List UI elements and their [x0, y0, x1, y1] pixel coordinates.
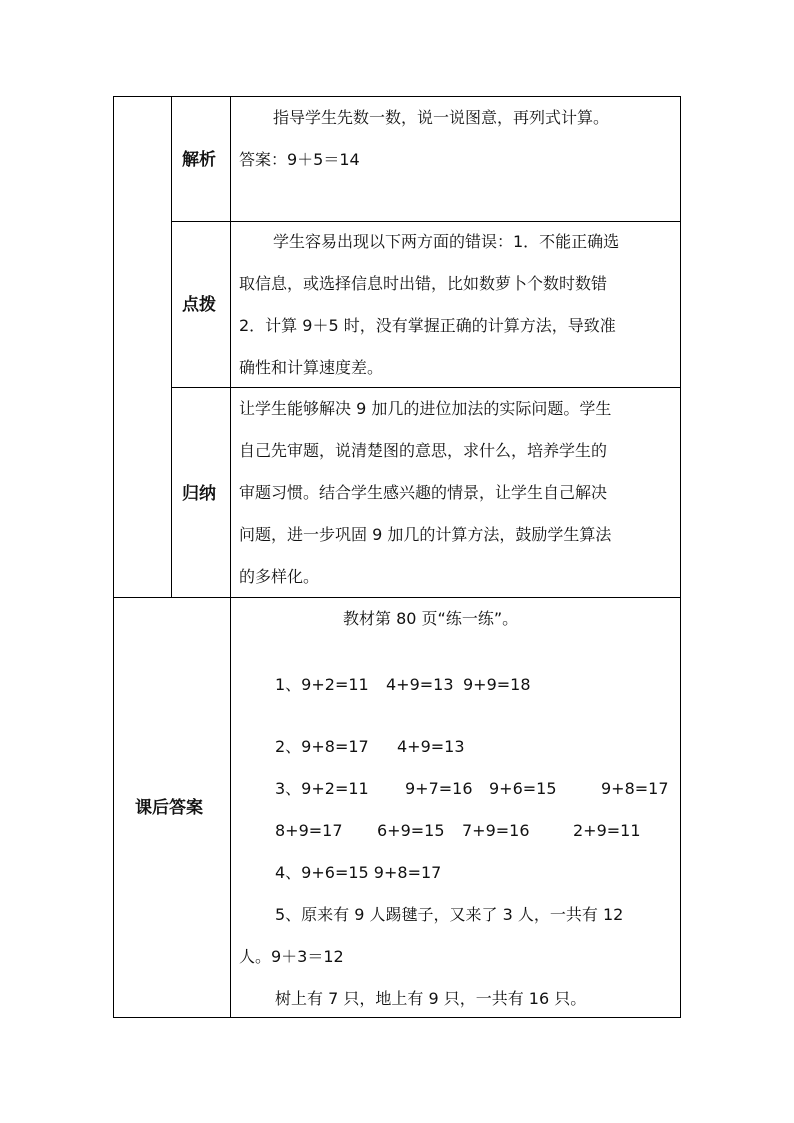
q3b-item-3: 7+9=16: [462, 821, 530, 840]
q3b-item-4: 2+9=11: [573, 821, 641, 840]
q3b-item-1: 8+9=17: [275, 821, 343, 840]
jiexi-line-2: 答案：9＋5＝14: [239, 150, 360, 169]
q5-line-1: 5、原来有 9 人踢毽子，又来了 3 人，一共有 12: [275, 905, 624, 924]
table-border-middle: [230, 96, 231, 1018]
table-border-top: [113, 96, 681, 97]
answer-table: [113, 96, 681, 1018]
row-label-answers: 课后答案: [135, 798, 203, 818]
q3a-item-4: 9+8=17: [601, 779, 669, 798]
q6-line: 树上有 7 只，地上有 9 只，一共有 16 只。: [275, 989, 587, 1008]
guina-line-3: 审题习惯。结合学生感兴趣的情景，让学生自己解决: [239, 483, 608, 502]
row-label-dianbo: 点拨: [182, 295, 216, 315]
guina-line-2: 自己先审题，说清楚图的意思，求什么，培养学生的: [239, 441, 608, 460]
answers-title: 教材第 80 页“练一练”。: [343, 609, 519, 628]
guina-line-5: 的多样化。: [239, 567, 320, 586]
q2-item-1: 2、9+8=17: [275, 737, 369, 756]
q1-item-2: 4+9=13: [386, 675, 454, 694]
row-divider-1: [171, 221, 681, 222]
q1-item-1: 1、9+2=11: [275, 675, 369, 694]
row-divider-2: [171, 387, 681, 388]
guina-line-1: 让学生能够解决 9 加几的进位加法的实际问题。学生: [239, 399, 612, 418]
q3a-item-3: 9+6=15: [489, 779, 557, 798]
dianbo-line-4: 确性和计算速度差。: [239, 358, 384, 377]
jiexi-line-1: 指导学生先数一数，说一说图意，再列式计算。: [273, 108, 610, 127]
dianbo-line-3: 2．计算 9＋5 时，没有掌握正确的计算方法，导致准: [239, 316, 616, 335]
row-label-jiexi: 解析: [182, 150, 216, 170]
table-border-inner-left: [171, 96, 172, 597]
q4-line: 4、9+6=15 9+8=17: [275, 863, 442, 882]
dianbo-line-2: 取信息，或选择信息时出错，比如数萝卜个数时数错: [239, 274, 608, 293]
guina-line-4: 问题，进一步巩固 9 加几的计算方法，鼓励学生算法: [239, 525, 612, 544]
q3a-item-2: 9+7=16: [405, 779, 473, 798]
table-border-left: [113, 96, 114, 1018]
row-label-guina: 归纳: [182, 484, 216, 504]
q3a-item-1: 3、9+2=11: [275, 779, 369, 798]
table-border-right: [680, 96, 681, 1018]
dianbo-line-1: 学生容易出现以下两方面的错误：1．不能正确选: [273, 232, 620, 251]
q1-item-3: 9+9=18: [463, 675, 531, 694]
q5-line-2: 人。9＋3＝12: [239, 947, 344, 966]
q2-item-2: 4+9=13: [397, 737, 465, 756]
q3b-item-2: 6+9=15: [377, 821, 445, 840]
table-border-bottom: [113, 1017, 681, 1018]
row-divider-3: [113, 597, 681, 598]
